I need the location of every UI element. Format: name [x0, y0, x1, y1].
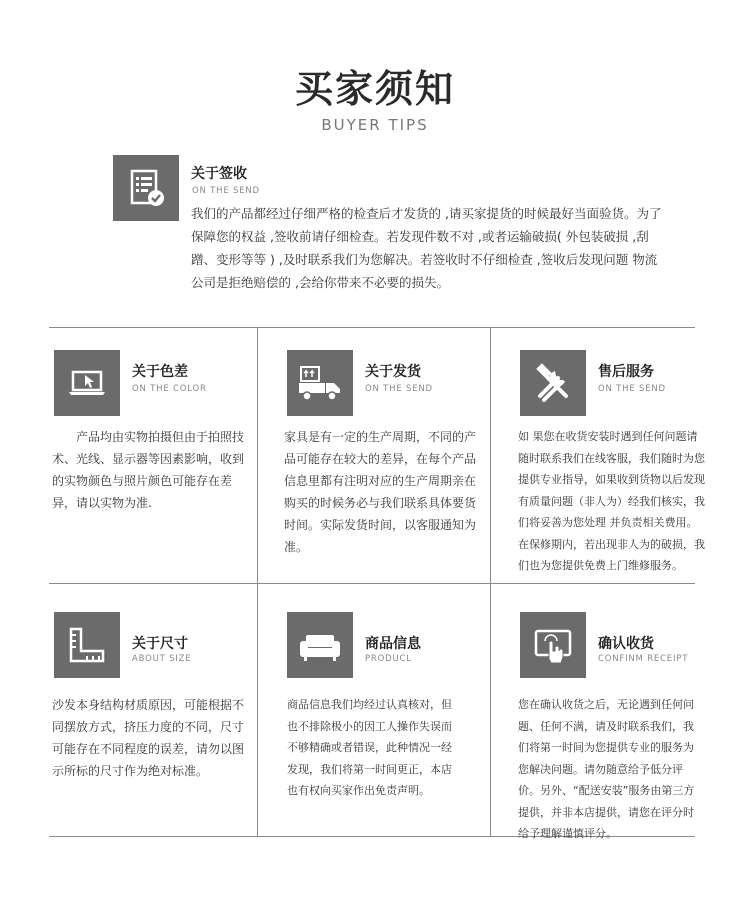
page-subtitle: BUYER TIPS	[321, 116, 429, 134]
intro-title: 关于签收	[191, 166, 247, 182]
section-send-body: 家具是有一定的生产周期，不同的产品可能存在较大的差异，在每个产品信息里都有注明对应的生产周期亲在购买的时候务必与我们联系具体要货时间。实际发货时间，以客服通知为准。	[284, 430, 477, 554]
intro-body: 我们的产品都经过仔细严格的检查后才发货的 ,请买家提货的时候最好当面验货。为了保障您的权益 ,签收前请仔细检查。若发现件数不对 ,或者运输破损( 外包装破损 ,刮蹭、变形等等 ) ,及时联系我们为您解决。若签收时不仔细检查 ,签收后发现问题 物流公司是拒绝赔偿的 ,会给你带来不必要的损失。	[191, 206, 662, 290]
section-size-body: 沙发本身结构材质原因，可能根据不同摆放方式，挤压力度的不同，尺寸可能存在不同程度的误差，请勿以图示所标的尺寸作为绝对标准。	[52, 698, 245, 778]
grid-line-middle	[49, 583, 695, 584]
grid-divider-right	[490, 327, 491, 836]
section-send-subtitle: ON THE SEND	[365, 384, 433, 394]
section-send-title: 关于发货	[365, 364, 421, 380]
section-aftersale-title: 售后服务	[598, 364, 654, 380]
section-size-title: 关于尺寸	[132, 636, 188, 652]
section-receipt-body: 您在确认收货之后，无论遇到任何问题、任何不满，请及时联系我们，我们将第一时间为您提供专业的服务为您解决问题。请勿随意给予低分评价。另外、“配送安装”服务由第三方提供，并非本店提供，请您在评分时给予理解谨慎评分。	[518, 698, 695, 840]
ruler-icon	[54, 612, 120, 678]
checklist-icon	[113, 155, 179, 221]
section-color-title: 关于色差	[132, 364, 188, 380]
section-aftersale-subtitle: ON THE SEND	[598, 384, 666, 394]
section-color-subtitle: ON THE COLOR	[132, 384, 207, 394]
wrench-hammer-icon	[520, 350, 586, 416]
touch-screen-icon	[520, 612, 586, 678]
section-color-body: 产品均由实物拍摄但由于拍照技术、光线、显示器等因素影响，收到的实物颜色与照片颜色可能存在差异，请以实物为准.	[52, 430, 245, 510]
section-receipt-subtitle: CONFINM RECEIPT	[598, 654, 689, 664]
section-receipt-title: 确认收货	[598, 636, 654, 652]
page-title: 买家须知	[294, 67, 455, 111]
intro-subtitle: ON THE SEND	[192, 186, 260, 196]
sofa-icon	[287, 612, 353, 678]
section-size-subtitle: ABOUT SIZE	[132, 654, 192, 664]
grid-divider-left	[257, 327, 258, 836]
section-aftersale-body: 如 果您在收货安装时遇到任何问题请随时联系我们在线客服，我们随时为您提供专业指导，如果收到货物以后发现有质量问题（非人为）经我们核实，我们将妥善为您处理 并负责相关费用。在保修期内，若出现非人为的破损，我们也为您提供免费上门维修服务。	[518, 430, 705, 572]
grid-line-top	[49, 327, 695, 328]
section-product-body: 商品信息我们均经过认真核对，但也不排除极小的因工人操作失误而不够精确或者错误，此种情况一经发现，我们将第一时间更正，本店也有权向买家作出免责声明。	[287, 698, 452, 797]
section-product-title: 商品信息	[365, 636, 421, 652]
delivery-truck-icon	[287, 350, 353, 416]
section-product-subtitle: PRODUCL	[365, 654, 412, 664]
laptop-cursor-icon	[54, 350, 120, 416]
